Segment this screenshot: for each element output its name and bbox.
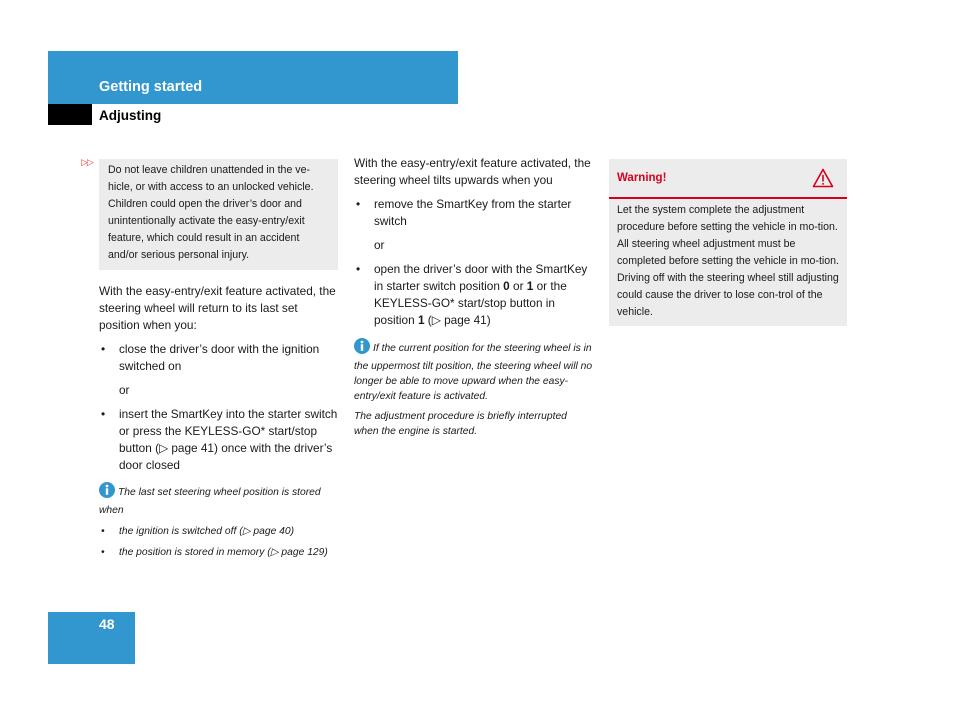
column1-note: [99, 482, 339, 560]
note-bullets: [99, 524, 339, 560]
or-text: or: [119, 383, 130, 397]
continuation-marker: ▷▷: [81, 157, 93, 167]
position-1: 1: [417, 313, 425, 327]
column1-bullets: [99, 341, 339, 375]
list-item: • close the driver’s door with the ignition switched on: [99, 341, 339, 375]
or-text: or: [374, 238, 385, 252]
column1-intro: With the easy-entry/exit feature activated, the steering wheel will return to its last set position when you:: [99, 284, 336, 332]
warning-text: Let the system complete the adjustment procedure before setting the vehicle in mo-tion. All steering wheel adjustment must be completed before setting the vehicle in mo-tion. Driving off with the steering wheel still adjusting could cause the driver to lose con-trol of the vehicle.: [617, 204, 840, 318]
list-item: • insert the SmartKey into the starter switch or press the KEYLESS-GO* start/stop button (▷ page 41) once with the driver’s door closed: [99, 406, 339, 474]
info-icon: [99, 482, 115, 503]
warning-header: [609, 159, 847, 199]
column2-bullets: [354, 196, 594, 230]
column-2: [354, 155, 594, 329]
continued-warning-text: Do not leave children unattended in the ve-hicle, or with access to an unlocked vehicle. Children could open the driver’s door and unintentionally activate the easy-entry/exit feature, which could result in an accident and/or serious personal injury.: [108, 164, 314, 261]
continued-warning-box: [99, 159, 338, 270]
column2-intro: With the easy-entry/exit feature activated, the steering wheel tilts upwards when you: [354, 156, 591, 187]
list-item: • the position is stored in memory (▷ page 129): [99, 545, 339, 560]
info-icon: [354, 338, 370, 359]
header-band: [48, 51, 458, 104]
subsection-tab-marker: [48, 104, 92, 125]
position-1: 1: [526, 279, 534, 293]
page-number: 48: [99, 616, 115, 632]
column-1: [99, 283, 339, 474]
warning-box: [609, 159, 847, 326]
list-item: • remove the SmartKey from the starter switch: [354, 196, 594, 230]
subsection-title: Adjusting: [99, 108, 162, 123]
section-title: Getting started: [99, 79, 203, 95]
column2-bullets-2: [354, 261, 594, 329]
column2-note: [354, 338, 594, 439]
note-text-1: If the current position for the steering wheel is in the uppermost tilt position, the steering wheel will no longer be able to move upward when the easy-entry/exit feature is activated.: [354, 343, 593, 402]
column1-bullets-2: [99, 406, 339, 474]
page-number-box: [48, 612, 135, 664]
position-0: 0: [503, 279, 510, 293]
warning-triangle-icon: [812, 168, 834, 193]
list-item: • open the driver’s door with the SmartKey in starter switch position 0 or 1 or the KEYLESS-GO* start/stop button in position 1 (▷ page 41): [354, 261, 594, 329]
note-intro: The last set steering wheel position is stored when: [99, 487, 321, 516]
note-text-2: The adjustment procedure is briefly interrupted when the engine is started.: [354, 411, 567, 437]
list-item: • the ignition is switched off (▷ page 40): [99, 524, 339, 539]
warning-label: Warning!: [617, 172, 667, 184]
